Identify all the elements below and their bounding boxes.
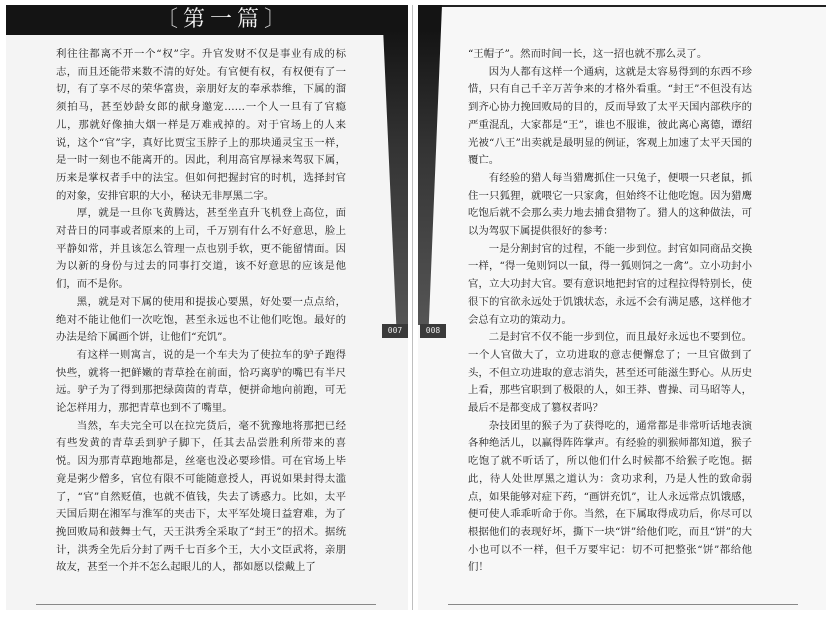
footer-rule	[448, 604, 798, 605]
paragraph: 有经验的猎人每当猎鹰抓住一只兔子，便喂一只老鼠，抓住一只狐狸，就喂它一只家禽，但始终不让他吃饱。因为猎鹰吃饱后就不会那么卖力地去捕食猎物了。猎人的这种做法，可以为驾驭下属提供很好的参考：	[468, 171, 752, 238]
left-page-body	[56, 46, 346, 577]
paragraph: 利往往都离不开一个“权”字。升官发财不仅是事业有成的标志，而且还能带来数不清的好处。有官便有权，有权便有了一切，有了享不尽的荣华富贵，亲朋好友的奉承恭维，下属的溜须拍马，甚至妙龄女郎的献身邀宠……一个人一旦有了官瘾儿，那就好像抽大烟一样是万难戒掉的。对于官场上的人来说，这个“官”字，真好比贾宝玉脖子上的那块通灵宝玉一样，是一时一刻也不能离开的。因此，利用高官厚禄来驾驭下属，历来是掌权者手中的法宝。但如何把握封官的时机，选择封官的对象，安排官职的大小，秘诀无非厚黑二字。	[56, 48, 346, 202]
chapter-bracket-open: 〔	[156, 7, 184, 32]
chapter-title-text: 第一篇	[183, 7, 265, 32]
page-number-left: 007	[382, 324, 408, 338]
page-number-right: 008	[420, 324, 446, 338]
paragraph: 一是分割封官的过程，不能一步到位。封官如同商品交换一样，“得一兔则饲以一鼠，得一狐则饲之一禽”。立小功封小官，立大功封大官。要有意识地把封官的过程拉得特别长，使很下的官欲永远处于饥饿状态，永远不会有满足感，这样他才会总有立功的策动力。	[468, 242, 752, 326]
page-gutter	[408, 0, 418, 620]
paragraph: 因为人都有这样一个通病，这就是太容易得到的东西不珍惜，只有自己千辛万苦争来的才格外看重。“封王”不但没有达到齐心协力挽回败局的目的，反而导致了太平天国内部秩序的严重混乱，大家都是“王”，谁也不服谁，彼此离心离德，谭绍光被“八王”出卖就是最明显的例证，客观上加速了太平天国的覆亡。	[468, 65, 752, 167]
paragraph: 杂技团里的猴子为了获得吃的，通常都是非常听话地表演各种绝活儿，以赢得阵阵掌声。有经验的驯猴师都知道，猴子吃饱了就不听话了，所以他们什么时候都不给猴子吃饱。据此，待人处世厚黑之道认为：贪功求利，乃是人性的致命弱点，如果能够对症下药，“画饼充饥”，让人永远常点饥饿感，便可使人乖乖听命于你。当然，在下属取得成功后，你尽可以根据他们的表现好坏，撕下一块“饼”给他们吃，而且“饼”的大小也可以不一样，但千万要牢记：切不可把整张“饼”都给他们！	[468, 419, 752, 574]
footer-rule	[36, 604, 376, 605]
paragraph: “王帽子”。然而时间一长，这一招也就不那么灵了。	[468, 48, 708, 60]
header-rule	[418, 5, 826, 7]
paragraph: 厚，就是一旦你飞黄腾达，甚至坐直升飞机登上高位，面对昔日的同事或者原来的上司，千万别有什么不好意思，脸上平静如常，并且该怎么管理一点也别手软，更不能留情面。因为以新的身份与过去的同事打交道，该不好意思的应该是他们，而不是你。	[56, 207, 346, 291]
paragraph: 有这样一则寓言，说的是一个车夫为了使拉车的驴子跑得快些，就将一把鲜嫩的青草拴在前面，恰巧离驴的嘴巴有半尺远。驴子为了得到那把绿茵茵的青草，便拼命地向前跑，可无论怎样用力，那把青草也到不了嘴里。	[56, 348, 346, 415]
chapter-title	[156, 6, 291, 34]
right-page-body	[468, 46, 752, 577]
page-corner-decoration	[418, 5, 442, 325]
page-corner-decoration	[382, 5, 408, 325]
paragraph: 二是封官不仅不能一步到位，而且最好永远也不要到位。一个人官做大了，立功进取的意志便懈怠了；一旦官做到了头，不但立功进取的意志消失，甚至还可能滋生野心。从历史上看，那些官职到了极限的人，如王莽、曹操、司马昭等人，最后不是都变成了篡权者吗？	[468, 331, 752, 415]
paragraph: 黑，就是对下属的使用和提拔心要黑，好处要一点点给，绝对不能让他们一次吃饱，甚至永远也不让他们吃饱。最好的办法是给下属画个饼，让他们“充饥”。	[56, 295, 346, 344]
gutter-line	[412, 5, 413, 610]
chapter-bracket-close: 〕	[264, 7, 292, 32]
paragraph: 当然，车夫完全可以在拉完货后，毫不犹豫地将那把已经有些发黄的青草丢到驴子脚下，任其去品尝胜利所带来的喜悦。因为那青草跑地都是，丝毫也没必要珍惜。可在官场上毕竟是粥少僧多，官位有限不可能随意授人，再说如果封得太滥了，“官”自然贬值，也就不值钱，失去了诱惑力。比如，太平天国后期在湘军与淮军的夹击下，太平军处境日益窘难，为了挽回败局和鼓舞士气，天王洪秀全采取了“封王”的招术。据统计，洪秀全先后分封了两千七百多个王，大小文臣武将，亲朋故友，甚至一个并不怎么起眼儿的人，都如愿以偿戴上了	[56, 419, 346, 574]
